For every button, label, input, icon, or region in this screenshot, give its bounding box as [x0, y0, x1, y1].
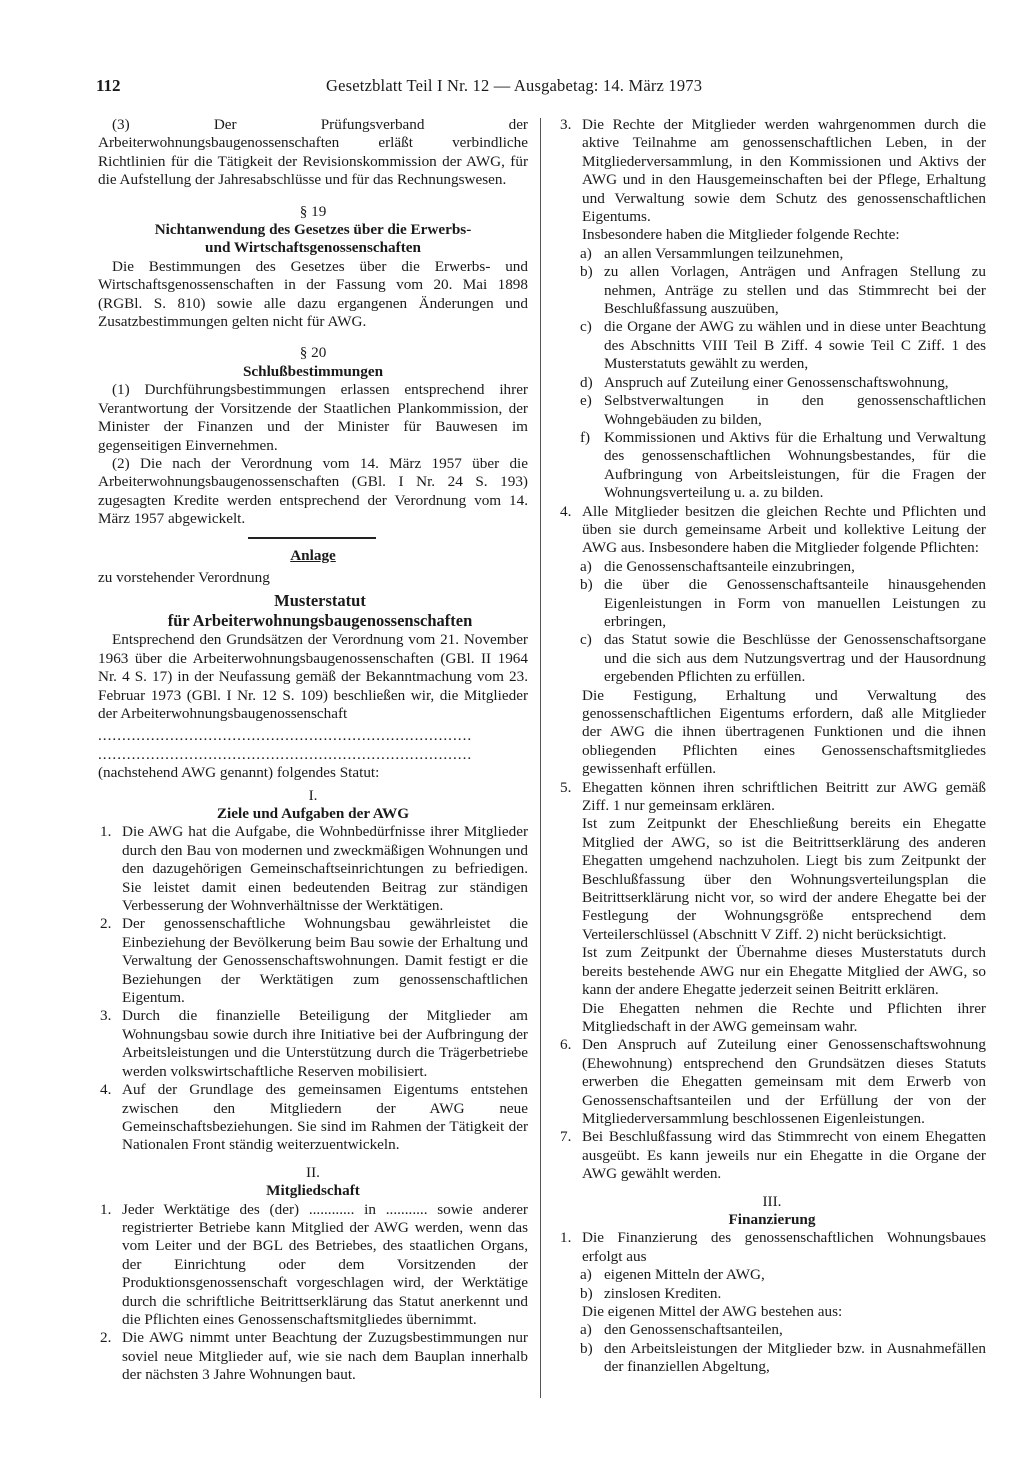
sub-item-text: eigenen Mitteln der AWG, — [604, 1266, 765, 1284]
sub-item — [558, 374, 986, 392]
sub-item — [558, 1266, 986, 1284]
sub-item-text: Anspruch auf Zuteilung einer Genossenschaftswohnung, — [604, 373, 949, 391]
sub-item-text: die Genossenschaftsanteile einzubringen, — [604, 557, 855, 575]
paragraph: Ist zum Zeitpunkt der Eheschließung bereits ein Ehegatte Mitglied der AWG, so ist die Beitrittserklärung des anderen Ehegatten umgehend nachzuholen. Liegt bis zum Zeitpunkt der Beschlußfassung über den Wohnungsverteilungsplan die Beitrittserklärung nicht vor, so wird der andere Ehegatte bei der Festlegung der Wohnungsgröße entsprechend dem Verteilerschlüssel (Abschnitt V Ziff. 2) nicht berücksichtigt. — [582, 815, 986, 943]
item-text: Alle Mitglieder besitzen die gleichen Rechte und Pflichten und üben sie durch gemeinsame Arbeit und kollektive Leitung der AWG aus. Insbesondere haben die Mitglieder folgende Pflichten: — [582, 502, 986, 557]
list-item — [98, 1081, 528, 1155]
list-item — [98, 1007, 528, 1081]
item-text: Die AWG hat die Aufgabe, die Wohnbedürfnisse ihrer Mitglieder durch den Bau von modernen und zweckmäßigen Wohnungen und den dazugehörigen Gemeinschaftseinrichtungen zu befriedigen. Sie leistet damit einen bedeutenden Beitrag zur ständigen Verbesserung der Wohnverhältnisse der Werktätigen. — [122, 823, 528, 915]
sub-item — [558, 576, 986, 631]
item-number: 6. — [560, 1036, 572, 1054]
paragraph: (nachstehend AWG genannt) folgendes Statut: — [98, 764, 380, 782]
sub-item — [558, 558, 986, 576]
statute-title: für Arbeiterwohnungsbaugenossenschaften — [167, 611, 473, 631]
sub-item-text: zu allen Vorlagen, Anträgen und Anfragen Stellung zu nehmen, Anträge zu stellen und das Stimmrecht bei der Beschlußfassung auszuüben, — [604, 263, 986, 318]
item-number: 1. — [100, 823, 112, 841]
item-number: 4. — [100, 1081, 112, 1099]
section-number: § 20 — [299, 344, 327, 362]
paragraph: Ist zum Zeitpunkt der Übernahme dieses Musterstatuts durch bereits bestehende AWG nur ein Ehegatte Mitglied der AWG, so kann der andere Ehegatte jederzeit seinen Beitritt erklären. — [582, 944, 986, 999]
sub-item — [558, 1321, 986, 1339]
list-item — [558, 1128, 986, 1183]
section-number: § 19 — [299, 202, 327, 220]
item-text: Durch die finanzielle Beteiligung der Mitglieder am Wohnungsbau sowie durch ihre Initiative bei der Aufbringung der Arbeitsleistungen und die Unterstützung durch die Trägerbetriebe werden volkswirtschaftliche Reserven mobilisiert. — [122, 1007, 528, 1080]
sub-item — [558, 263, 986, 318]
sub-item-text: die Organe der AWG zu wählen und in diese unter Beachtung des Abschnitts VIII Teil B Ziff. 4 sowie Teil C Ziff. 1 des Musterstatuts gewählt zu werden, — [604, 318, 986, 373]
sub-item-letter: a) — [580, 244, 592, 262]
paragraph: Insbesondere haben die Mitglieder folgende Rechte: — [582, 226, 900, 244]
sub-item — [558, 429, 986, 503]
sub-item-text: den Arbeitsleistungen der Mitglieder bzw. in Ausnahmefällen der finanziellen Abgeltung, — [604, 1339, 986, 1376]
sub-item-text: an allen Versammlungen teilzunehmen, — [604, 244, 844, 262]
sub-item-letter: a) — [580, 1266, 592, 1284]
item-text: Die Finanzierung des genossenschaftlichen Wohnungsbaues erfolgt aus — [582, 1229, 986, 1265]
left-column — [98, 116, 528, 1385]
sub-item — [558, 1340, 986, 1377]
list-item — [558, 116, 986, 226]
paragraph: Die Ehegatten nehmen die Rechte und Pflichten ihrer Mitgliedschaft in der AWG gemeinsam wahr. — [582, 999, 986, 1035]
item-text: Den Anspruch auf Zuteilung einer Genossenschaftswohnung (Ehewohnung) entsprechend den Grundsätzen dieses Statuts erwerben die Ehegatten gemeinsam mit dem Erwerb von Genossenschaftsanteilen und der Erfüllung der von der Mitgliederversammlung beschlossenen Eigenleistungen. — [582, 1036, 986, 1127]
item-text: Der genossenschaftliche Wohnungsbau gewährleistet die Einbeziehung der Bevölkerung beim Bau sowie der Erhaltung und Verwaltung der Genossenschaftswohnungen. Damit festigt er die Beziehungen der Werktätigen zum genossenschaftlichen Eigentum. — [122, 915, 528, 1007]
sub-item-letter: b) — [580, 1339, 593, 1357]
item-text: Ehegatten können ihren schriftlichen Beitritt zur AWG gemäß Ziff. 1 nur gemeinsam erklären. — [582, 778, 986, 815]
sub-item-letter: b) — [580, 1284, 593, 1302]
chapter-number: II. — [306, 1163, 320, 1181]
column-divider — [540, 118, 541, 1398]
item-number: 2. — [100, 915, 112, 933]
list-item — [98, 915, 528, 1007]
sub-item-letter: b) — [580, 263, 593, 281]
sub-item-letter: f) — [580, 428, 591, 446]
paragraph: Die eigenen Mittel der AWG bestehen aus: — [582, 1303, 843, 1320]
list-item — [98, 1201, 528, 1330]
sub-item-letter: a) — [580, 1321, 592, 1339]
sub-item-text: Kommissionen und Aktivs für die Erhaltung und Verwaltung des genossenschaftlichen Wohnungsbestandes, für die Aufbringung von Arbeitsleistungen, für die Fragen der Wohnungsverteilung u. a. zu bilden. — [604, 428, 986, 502]
statute-title: Musterstatut — [274, 591, 366, 611]
sub-item-text: Selbstverwaltungen in den genossenschaftlichen Wohngebäuden zu bilden, — [604, 392, 986, 428]
fill-in-line: .............................................................................. — [98, 745, 473, 763]
sub-item-letter: d) — [580, 373, 593, 391]
right-column — [558, 116, 986, 1377]
item-number: 1. — [560, 1229, 572, 1247]
list-item — [558, 1036, 986, 1128]
item-number: 3. — [100, 1007, 112, 1025]
separator-rule — [248, 537, 376, 539]
paragraph: Die Bestimmungen des Gesetzes über die Erwerbs- und Wirtschaftsgenossenschaften in der Fassung vom 20. Mai 1898 (RGBl. S. 810) sowie alle dazu ergangenen Änderungen und Zusatzbestimmungen gelten nicht für AWG. — [98, 257, 528, 331]
list-item — [98, 1329, 528, 1384]
item-number: 2. — [100, 1329, 112, 1347]
section-title: und Wirtschaftsgenossenschaften — [205, 239, 421, 257]
fill-in-line: .............................................................................. — [98, 727, 473, 745]
list-item — [558, 1229, 986, 1266]
sub-item-text: die über die Genossenschaftsanteile hinausgehenden Eigenleistungen in Form von manuellen Leistungen zu erbringen, — [604, 576, 986, 630]
sub-item — [558, 245, 986, 263]
sub-item — [558, 392, 986, 429]
list-item — [98, 823, 528, 915]
sub-item — [558, 1285, 986, 1303]
item-number: 5. — [560, 778, 572, 796]
sub-item-text: zinslosen Krediten. — [604, 1284, 722, 1302]
annex-heading — [98, 547, 528, 565]
sub-item-text: den Genossenschaftsanteilen, — [604, 1321, 783, 1339]
paragraph: (2) Die nach der Verordnung vom 14. März 1957 über die Arbeiterwohnungsbaugenossenschaften (GBl. I Nr. 24 S. 193) zugesagten Kredite werden entsprechend der Verordnung vom 14. März 1957 abgewickelt. — [98, 454, 528, 528]
section-title: Nichtanwendung des Gesetzes über die Erwerbs- — [154, 221, 472, 239]
item-text: Auf der Grundlage des gemeinsamen Eigentums entstehen zwischen den Mitgliedern der AWG neue Gemeinschaftsbeziehungen. Sie sind im Rahmen der Tätigkeit der Nationalen Front ständig weiterzuentwickeln. — [122, 1081, 528, 1154]
gazette-title: Gesetzblatt Teil I Nr. 12 — Ausgabetag: 14. März 1973 — [326, 76, 703, 95]
chapter-title: Finanzierung — [728, 1210, 816, 1228]
paragraph: Die Festigung, Erhaltung und Verwaltung des genossenschaftlichen Eigentums erfordern, daß alle Mitglieder der AWG die ihnen übertragenen Funktionen und die ihnen obliegenden Pflichten eines Genossenschaftsmitgliedes gewissenhaft erfüllen. — [582, 686, 986, 778]
item-text: Jeder Werktätige des (der) ............ in ........... sowie anderer registrierter Betriebe kann Mitglied der AWG werden, wenn das vom Leiter und der BGL des Betriebes, des staatlichen Organs, der Einrichtung oder dem Vorsitzenden der Produktionsgenossenschaft vorgeschlagen wird, der Werktätige durch die schriftliche Beitrittserklärung das Statut anerkennt und die Pflichten eines Genossenschaftsmitgliedes übernimmt. — [122, 1200, 528, 1328]
page-header — [96, 76, 976, 102]
sub-item-text: das Statut sowie die Beschlüsse der Genossenschaftsorgane und die sich aus dem Nutzungsvertrag und der Hausordnung ergebenden Pflichten zu erfüllen. — [604, 631, 986, 686]
section-title: Schlußbestimmungen — [242, 362, 384, 380]
item-number: 7. — [560, 1128, 572, 1146]
chapter-number: I. — [308, 786, 318, 804]
sub-item — [558, 631, 986, 686]
sub-item-letter: a) — [580, 557, 592, 575]
list-item — [558, 503, 986, 558]
item-text: Bei Beschlußfassung wird das Stimmrecht von einem Ehegatten ausgeübt. Es kann jeweils nur ein Ehegatte in die Organe der AWG gewählt werden. — [582, 1128, 986, 1183]
sub-item — [558, 318, 986, 373]
chapter-title: Mitgliedschaft — [266, 1182, 360, 1200]
paragraph: (3) Der Prüfungsverband der Arbeiterwohnungsbaugenossenschaften erläßt verbindliche Richtlinien für die Tätigkeit der Revisionskommission der AWG, für die Aufstellung der Jahresabschlüsse und für das Rechnungswesen. — [98, 116, 528, 189]
list-item — [558, 779, 986, 816]
sub-item-letter: c) — [580, 631, 592, 649]
sub-item-letter: e) — [580, 392, 592, 410]
sub-item-letter: c) — [580, 318, 592, 336]
sub-item-letter: b) — [580, 576, 593, 594]
annex-subtitle: zu vorstehender Verordnung — [98, 568, 270, 586]
page-number: 112 — [96, 76, 121, 95]
item-number: 3. — [560, 116, 572, 133]
item-text: Die Rechte der Mitglieder werden wahrgenommen durch die aktive Teilnahme am genossenschaftlichen Leben, in der Mitgliederversammlung, in den Kommissionen und Aktivs der AWG und in den Hausgemeinschaften bei der Pflege, Erhaltung und Verwaltung sowie dem Schutz des genossenschaftlichen Eigentums. — [582, 116, 986, 226]
chapter-number: III. — [762, 1192, 782, 1210]
item-text: Die AWG nimmt unter Beachtung der Zuzugsbestimmungen nur soviel neue Mitglieder auf, wie sie nach dem Bauplan innerhalb der nächsten 3 Jahre Wohnungen baut. — [122, 1329, 528, 1384]
chapter-title: Ziele und Aufgaben der AWG — [216, 805, 410, 822]
paragraph: Entsprechend den Grundsätzen der Verordnung vom 21. November 1963 über die Arbeiterwohnungsbaugenossenschaften (GBl. II 1964 Nr. 4 S. 17) in der Neufassung gemäß der Bekanntmachung vom 23. Februar 1973 (GBl. I Nr. 12 S. 109) beschließen wir, die Mitglieder der Arbeiterwohnungsbaugenossenschaft — [98, 631, 528, 722]
item-number: 4. — [560, 502, 572, 520]
paragraph: (1) Durchführungsbestimmungen erlassen entsprechend ihrer Verantwortung der Vorsitzende der Staatlichen Plankommission, der Minister der Finanzen und der Minister für Bauwesen im gegenseitigen Einvernehmen. — [98, 381, 528, 454]
annex-label: Anlage — [290, 546, 336, 564]
item-number: 1. — [100, 1200, 112, 1218]
